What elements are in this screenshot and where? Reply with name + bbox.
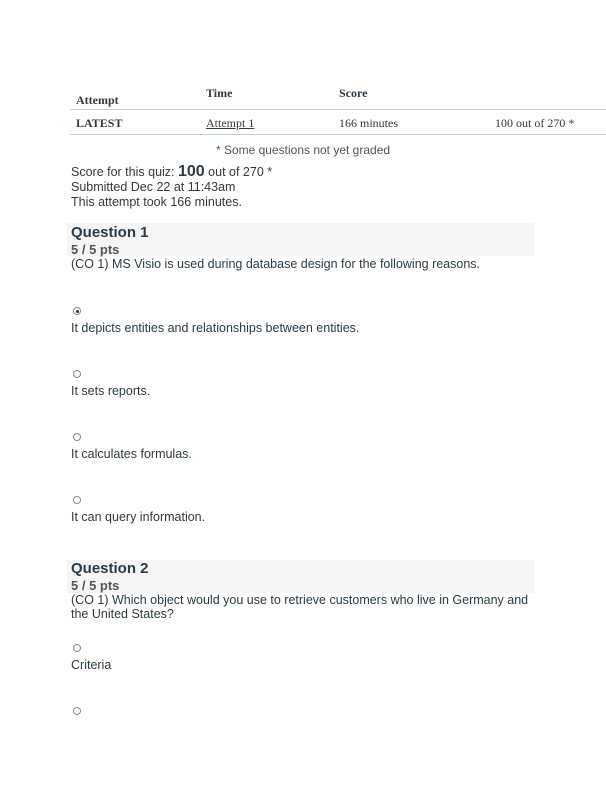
question-2-text: (CO 1) Which object would you use to retrieve customers who live in Germany and the United States? <box>71 593 529 621</box>
question-1-answer-4: It can query information. <box>71 510 206 524</box>
radio-button[interactable] <box>73 433 81 441</box>
question-2-answer-1: Criteria <box>71 658 112 672</box>
attempts-table-header <box>70 80 606 110</box>
attempt-time: 166 minutes <box>339 116 398 130</box>
grading-note: * Some questions not yet graded <box>215 143 391 157</box>
question-1-answer-3: It calculates formulas. <box>71 447 192 461</box>
attempts-table <box>70 80 606 135</box>
radio-button[interactable] <box>73 496 81 504</box>
question-1-answer-1: It depicts entities and relationships between entities. <box>71 321 360 335</box>
question-1-points: 5 / 5 pts <box>71 242 120 257</box>
radio-button[interactable] <box>73 370 81 378</box>
question-1-answer-2: It sets reports. <box>71 384 151 398</box>
question-1-title: Question 1 <box>71 224 149 241</box>
time-column-header: Time <box>206 86 233 100</box>
radio-button-selected[interactable] <box>73 307 81 315</box>
attempt-score: 100 out of 270 * <box>495 116 575 130</box>
radio-button[interactable] <box>73 644 81 652</box>
score-value: 100 <box>178 163 205 180</box>
score-line <box>71 164 272 180</box>
score-column-header: Score <box>339 86 368 100</box>
table-row <box>70 110 606 135</box>
question-2-points: 5 / 5 pts <box>71 578 120 593</box>
score-suffix: out of 270 * <box>204 165 273 179</box>
question-2-title: Question 2 <box>71 560 149 577</box>
attempt-duration: This attempt took 166 minutes. <box>71 195 242 209</box>
score-prefix: Score for this quiz: <box>71 165 178 179</box>
attempt-column-header: Attempt <box>76 93 119 107</box>
submitted-date: Submitted Dec 22 at 11:43am <box>71 180 236 194</box>
latest-label: LATEST <box>76 116 123 130</box>
quiz-summary <box>71 164 272 210</box>
question-1-text: (CO 1) MS Visio is used during database design for the following reasons. <box>71 257 481 271</box>
radio-button[interactable] <box>73 707 81 715</box>
attempt-1-link[interactable]: Attempt 1 <box>206 116 255 130</box>
